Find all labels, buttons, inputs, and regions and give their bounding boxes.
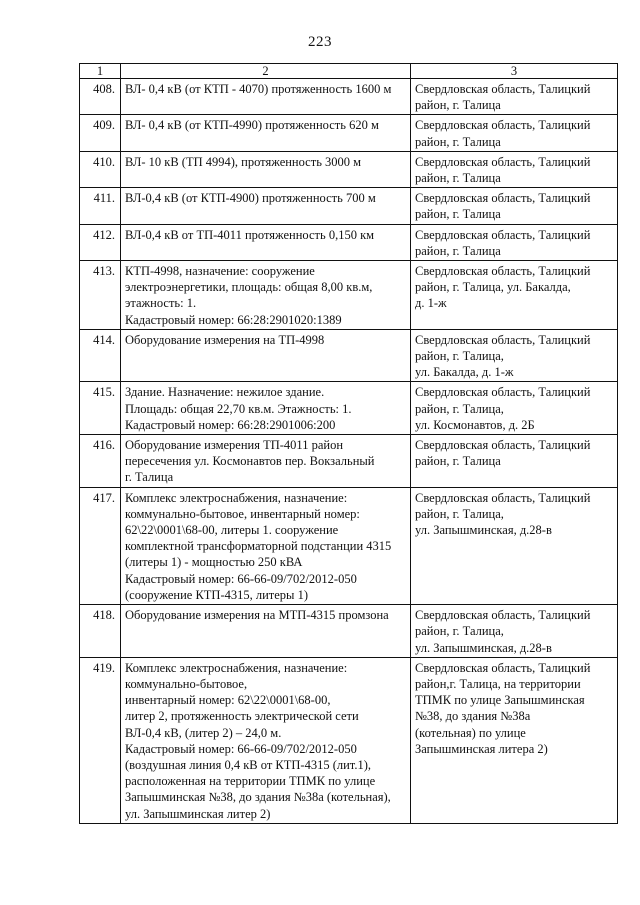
object-address: Свердловская область, Талицкий район, г. Талица	[411, 151, 618, 187]
header-col-2: 2	[121, 64, 411, 79]
object-description: Комплекс электроснабжения, назначение: коммунально-бытовое, инвентарный номер: 62\22\0001\68-00, литеры 1. сооружение комплектной трансформаторной подстанции 4315 (литеры 1) - мощностью 250 кВА Кадастровый номер: 66-66-09/702/2012-050 (сооружение КТП-4315, литеры 1)	[121, 487, 411, 604]
object-description: Комплекс электроснабжения, назначение: коммунально-бытовое, инвентарный номер: 62\22\0001\68-00, литер 2, протяженность электрической сети ВЛ-0,4 кВ, (литер 2) – 24,0 м. Кадастровый номер: 66-66-09/702/2012-050 (воздушная линия 0,4 кВ от КТП-4315 (лит.1), расположенная на территории ТПМК по улице Запышминская №38, до здания №38а (котельная), ул. Запышминская литер 2)	[121, 657, 411, 823]
object-description: Оборудование измерения на ТП-4998	[121, 329, 411, 382]
table-row	[80, 435, 618, 488]
row-number: 413.	[80, 261, 121, 330]
row-number: 408.	[80, 79, 121, 115]
object-address: Свердловская область, Талицкий район, г. Талица, ул. Запышминская, д.28-в	[411, 487, 618, 604]
object-address: Свердловская область, Талицкий район, г. Талица	[411, 115, 618, 151]
object-address: Свердловская область, Талицкий район, г. Талица	[411, 188, 618, 224]
row-number: 412.	[80, 224, 121, 260]
header-col-1: 1	[80, 64, 121, 79]
row-number: 419.	[80, 657, 121, 823]
property-registry-table	[79, 63, 618, 824]
object-description: ВЛ-0,4 кВ от ТП-4011 протяженность 0,150 км	[121, 224, 411, 260]
table-row	[80, 188, 618, 224]
row-number: 417.	[80, 487, 121, 604]
object-description: КТП-4998, назначение: сооружение электроэнергетики, площадь: общая 8,00 кв.м, этажность: 1. Кадастровый номер: 66:28:2901020:1389	[121, 261, 411, 330]
object-description: Здание. Назначение: нежилое здание. Площадь: общая 22,70 кв.м. Этажность: 1. Кадастровый номер: 66:28:2901006:200	[121, 382, 411, 435]
row-number: 410.	[80, 151, 121, 187]
row-number: 414.	[80, 329, 121, 382]
object-address: Свердловская область, Талицкий район, г. Талица	[411, 79, 618, 115]
object-description: Оборудование измерения ТП-4011 район пересечения ул. Космонавтов пер. Вокзальный г. Талица	[121, 435, 411, 488]
page-number: 223	[308, 34, 332, 50]
table-row	[80, 115, 618, 151]
object-description: ВЛ- 10 кВ (ТП 4994), протяженность 3000 м	[121, 151, 411, 187]
row-number: 416.	[80, 435, 121, 488]
row-number: 411.	[80, 188, 121, 224]
table-row	[80, 261, 618, 330]
header-row	[80, 64, 618, 79]
object-address: Свердловская область, Талицкий район, г. Талица	[411, 224, 618, 260]
object-address: Свердловская область, Талицкий район, г. Талица, ул. Космонавтов, д. 2Б	[411, 382, 618, 435]
table-row	[80, 605, 618, 658]
object-address: Свердловская область, Талицкий район, г. Талица, ул. Бакалда, д. 1-ж	[411, 261, 618, 330]
table-row	[80, 487, 618, 604]
table-row	[80, 224, 618, 260]
row-number: 415.	[80, 382, 121, 435]
object-description: Оборудование измерения на МТП-4315 промзона	[121, 605, 411, 658]
table-row	[80, 329, 618, 382]
table-header	[80, 64, 618, 79]
table-row	[80, 382, 618, 435]
object-description: ВЛ- 0,4 кВ (от КТП - 4070) протяженность 1600 м	[121, 79, 411, 115]
table-row	[80, 151, 618, 187]
object-description: ВЛ-0,4 кВ (от КТП-4900) протяженность 700 м	[121, 188, 411, 224]
table-row	[80, 657, 618, 823]
object-address: Свердловская область, Талицкий район, г. Талица, ул. Запышминская, д.28-в	[411, 605, 618, 658]
object-description: ВЛ- 0,4 кВ (от КТП-4990) протяженность 620 м	[121, 115, 411, 151]
row-number: 418.	[80, 605, 121, 658]
table-body	[80, 79, 618, 824]
object-address: Свердловская область, Талицкий район, г. Талица	[411, 435, 618, 488]
table-row	[80, 79, 618, 115]
object-address: Свердловская область, Талицкий район, г. Талица, ул. Бакалда, д. 1-ж	[411, 329, 618, 382]
object-address: Свердловская область, Талицкий район,г. Талица, на территории ТПМК по улице Запышминская №38, до здания №38а (котельная) по улице Запышминская литера 2)	[411, 657, 618, 823]
row-number: 409.	[80, 115, 121, 151]
header-col-3: 3	[411, 64, 618, 79]
